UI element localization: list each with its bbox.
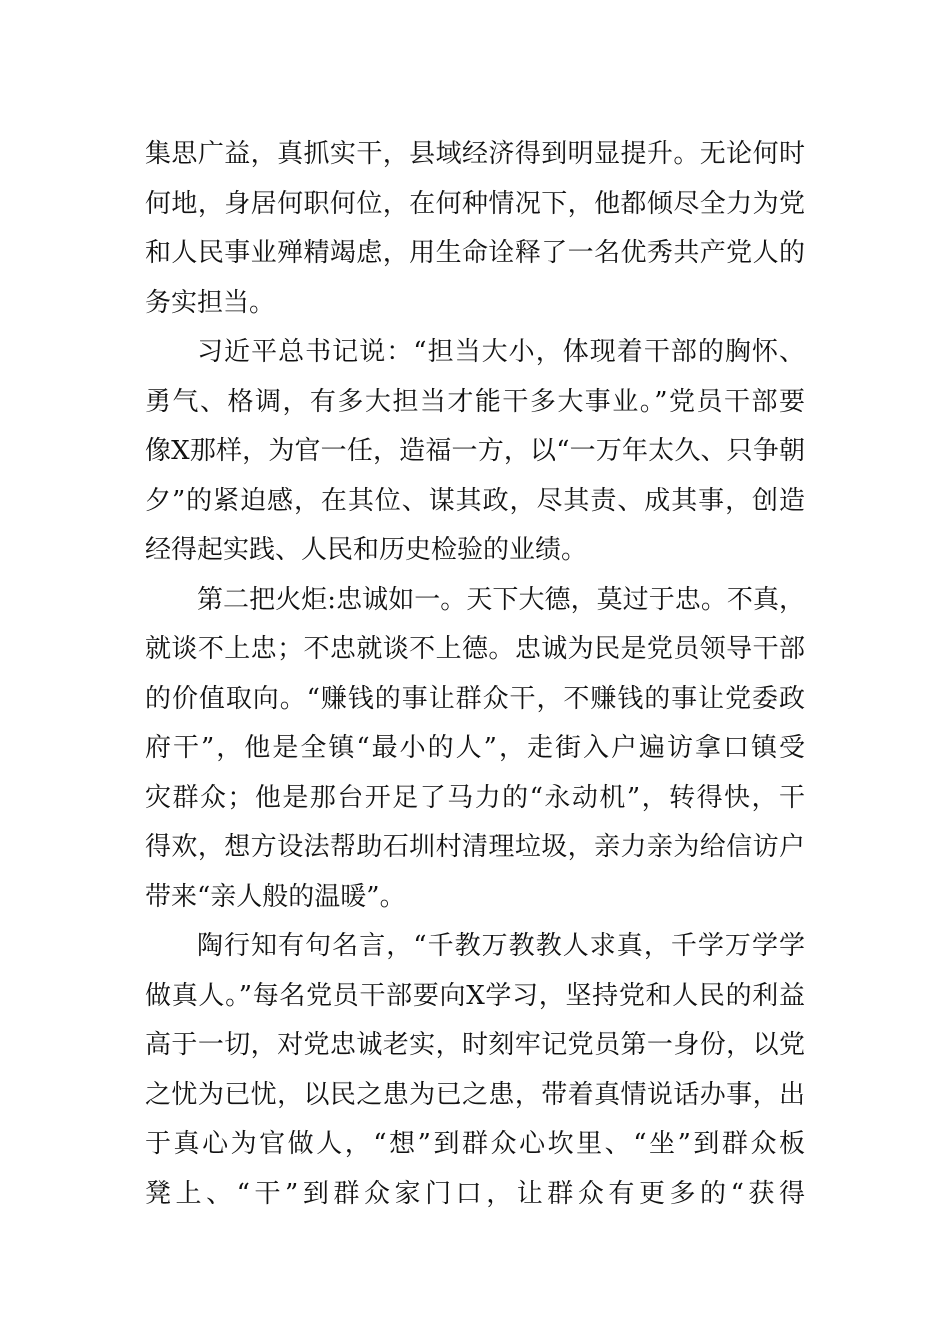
text-line: 何地，身居何职何位，在何种情况下，他都倾尽全力为党 (145, 189, 805, 219)
text-line: 府干”，他是全镇“最小的人”，走街入户遍访拿口镇受 (145, 733, 805, 763)
text-line: 像X那样，为官一任，造福一方，以“一万年太久、只争朝 (145, 436, 805, 466)
text-line: 经得起实践、人民和历史检验的业绩。 (145, 535, 588, 565)
text-line: 带来“亲人般的温暖”。 (145, 882, 406, 912)
text-line: 勇气、格调，有多大担当才能干多大事业。”党员干部要 (145, 387, 805, 417)
text-line: 高于一切，对党忠诚老实，时刻牢记党员第一身份，以党 (145, 1030, 805, 1060)
text-line: 的价值取向。“赚钱的事让群众干，不赚钱的事让党委政 (145, 684, 805, 714)
text-line: 做真人。”每名党员干部要向X学习，坚持党和人民的利益 (145, 981, 805, 1011)
text-line: 集思广益，真抓实干，县域经济得到明显提升。无论何时 (145, 139, 805, 169)
paragraph-first-line: 第二把火炬:忠诚如一。天下大德，莫过于忠。不真， (197, 585, 805, 615)
text-line: 就谈不上忠；不忠就谈不上德。忠诚为民是党员领导干部 (145, 634, 805, 664)
paragraph-first-line: 陶行知有句名言，“千教万教教人求真，千学万学学 (197, 931, 805, 961)
text-line: 务实担当。 (145, 288, 276, 318)
text-line: 凳上、“干”到群众家门口，让群众有更多的“获得 (145, 1179, 805, 1209)
text-line: 灾群众；他是那台开足了马力的“永动机”，转得快，干 (145, 783, 805, 813)
text-line: 夕”的紧迫感，在其位、谋其政，尽其责、成其事，创造 (145, 486, 805, 516)
text-line: 和人民事业殚精竭虑，用生命诠释了一名优秀共产党人的 (145, 238, 805, 268)
text-line: 于真心为官做人，“想”到群众心坎里、“坐”到群众板 (145, 1129, 805, 1159)
text-line: 得欢，想方设法帮助石圳村清理垃圾，亲力亲为给信访户 (145, 832, 805, 862)
text-line: 之忧为已忧，以民之患为已之患，带着真情说话办事，出 (145, 1080, 805, 1110)
paragraph-first-line: 习近平总书记说：“担当大小，体现着干部的胸怀、 (197, 337, 805, 367)
